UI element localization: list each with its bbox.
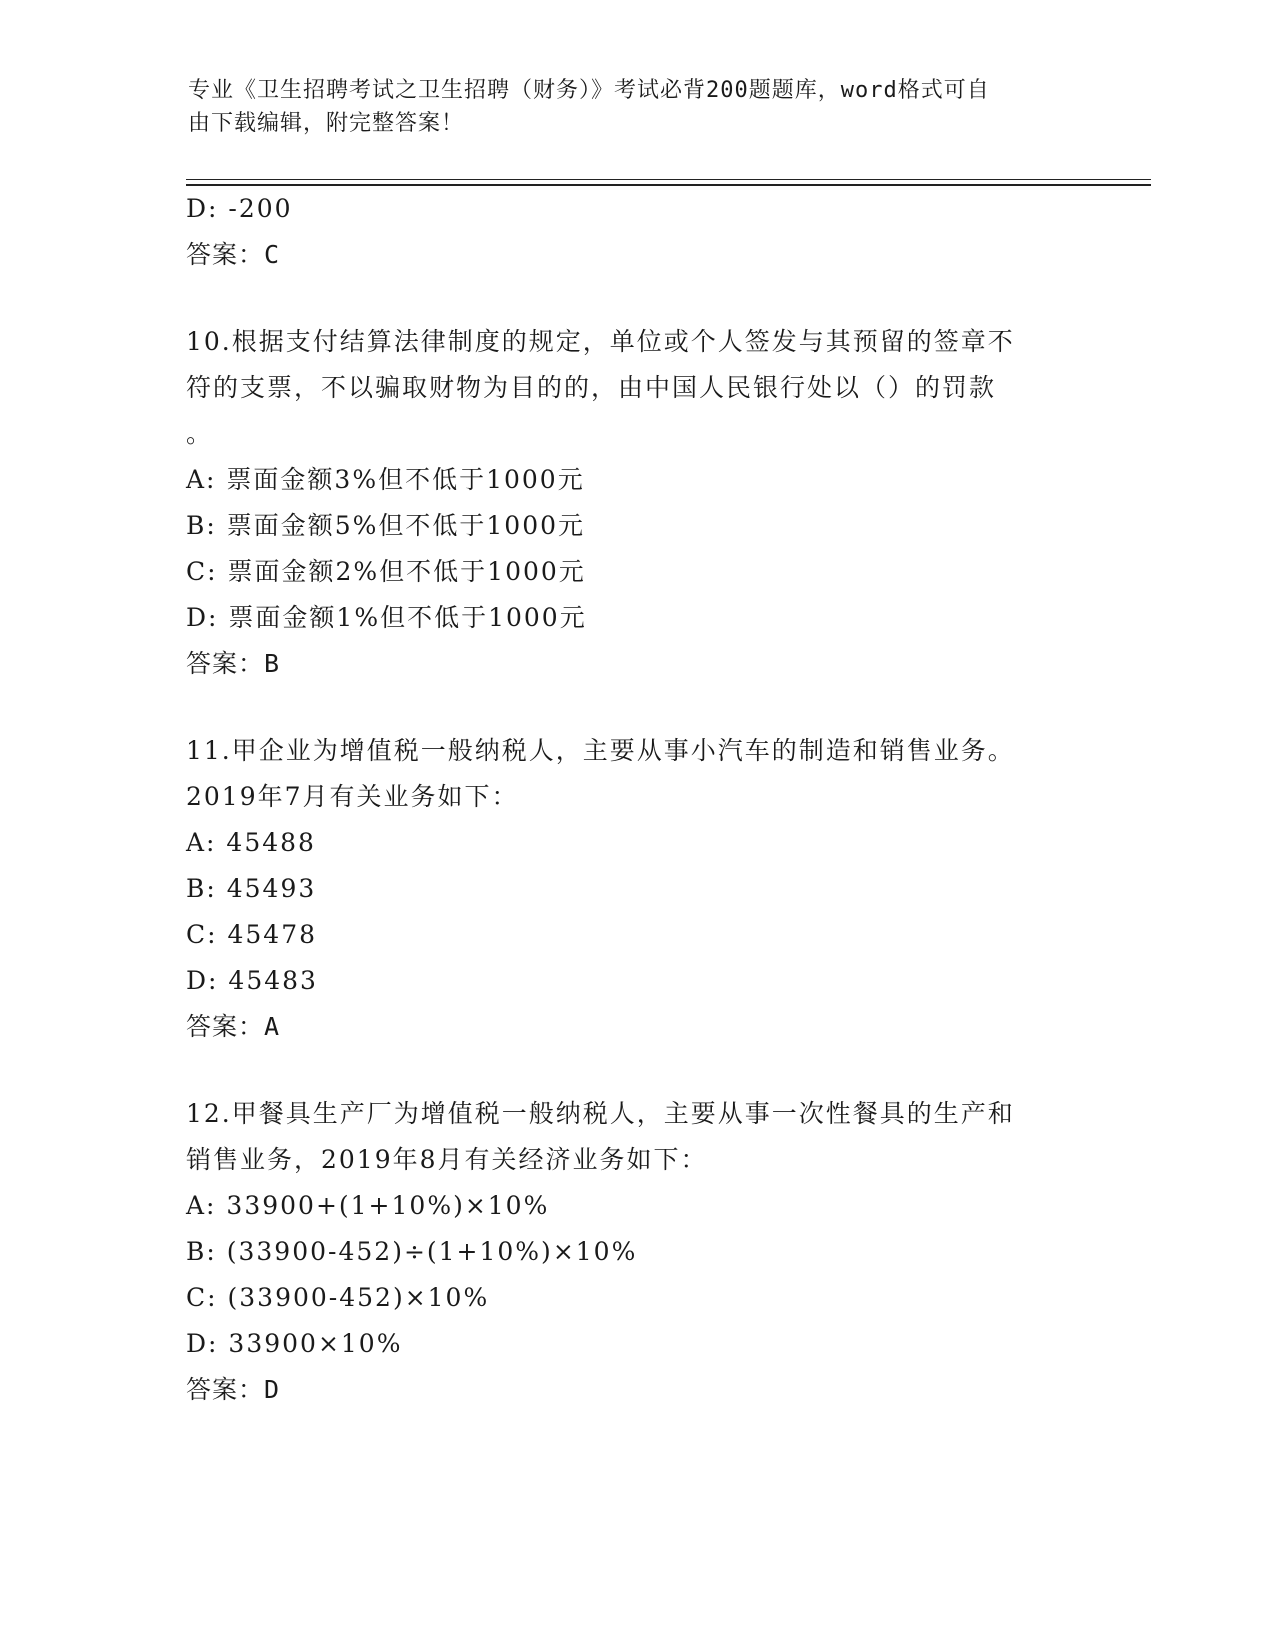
question-stem-line: 符的支票，不以骗取财物为目的的，由中国人民银行处以（）的罚款 — [186, 373, 997, 402]
question-10 — [186, 319, 1086, 687]
option-a: A: 45488 — [186, 828, 316, 857]
option-d: D: 票面金额1%但不低于1000元 — [186, 603, 587, 632]
document-header — [188, 74, 1068, 140]
answer-line: 答案：D — [186, 1375, 281, 1404]
spacer — [186, 278, 1086, 319]
spacer — [186, 687, 1086, 728]
option-a: A: 33900+(1+10%)×10% — [186, 1191, 550, 1220]
previous-question-tail — [186, 186, 1086, 278]
option-d: D: -200 — [186, 194, 293, 223]
option-c: C: 票面金额2%但不低于1000元 — [186, 557, 586, 586]
header-line-1: 专业《卫生招聘考试之卫生招聘（财务）》考试必背200题题库，word格式可自 — [188, 78, 990, 103]
answer-line: 答案：B — [186, 649, 281, 678]
question-stem-line: 。 — [186, 419, 212, 448]
option-b: B: (33900-452)÷(1+10%)×10% — [186, 1237, 638, 1266]
spacer — [186, 1050, 1086, 1091]
option-a: A: 票面金额3%但不低于1000元 — [186, 465, 585, 494]
option-b: B: 票面金额5%但不低于1000元 — [186, 511, 586, 540]
option-c: C: 45478 — [186, 920, 318, 949]
question-stem-line: 2019年7月有关业务如下： — [186, 782, 519, 811]
option-b: B: 45493 — [186, 874, 317, 903]
option-d: D: 33900×10% — [186, 1329, 403, 1358]
question-12 — [186, 1091, 1086, 1413]
header-divider-thin — [186, 179, 1151, 180]
question-list — [186, 186, 1086, 1413]
question-stem-line: 11.甲企业为增值税一般纳税人，主要从事小汽车的制造和销售业务。 — [186, 736, 1015, 765]
answer-line: 答案：A — [186, 1012, 281, 1041]
question-stem-line: 销售业务，2019年8月有关经济业务如下： — [186, 1145, 708, 1174]
option-c: C: (33900-452)×10% — [186, 1283, 490, 1312]
question-stem-line: 10.根据支付结算法律制度的规定，单位或个人签发与其预留的签章不 — [186, 327, 1015, 356]
header-line-2: 由下载编辑，附完整答案！ — [188, 111, 465, 136]
option-d: D: 45483 — [186, 966, 318, 995]
question-stem-line: 12.甲餐具生产厂为增值税一般纳税人，主要从事一次性餐具的生产和 — [186, 1099, 1015, 1128]
answer-line: 答案：C — [186, 240, 281, 269]
question-11 — [186, 728, 1086, 1050]
